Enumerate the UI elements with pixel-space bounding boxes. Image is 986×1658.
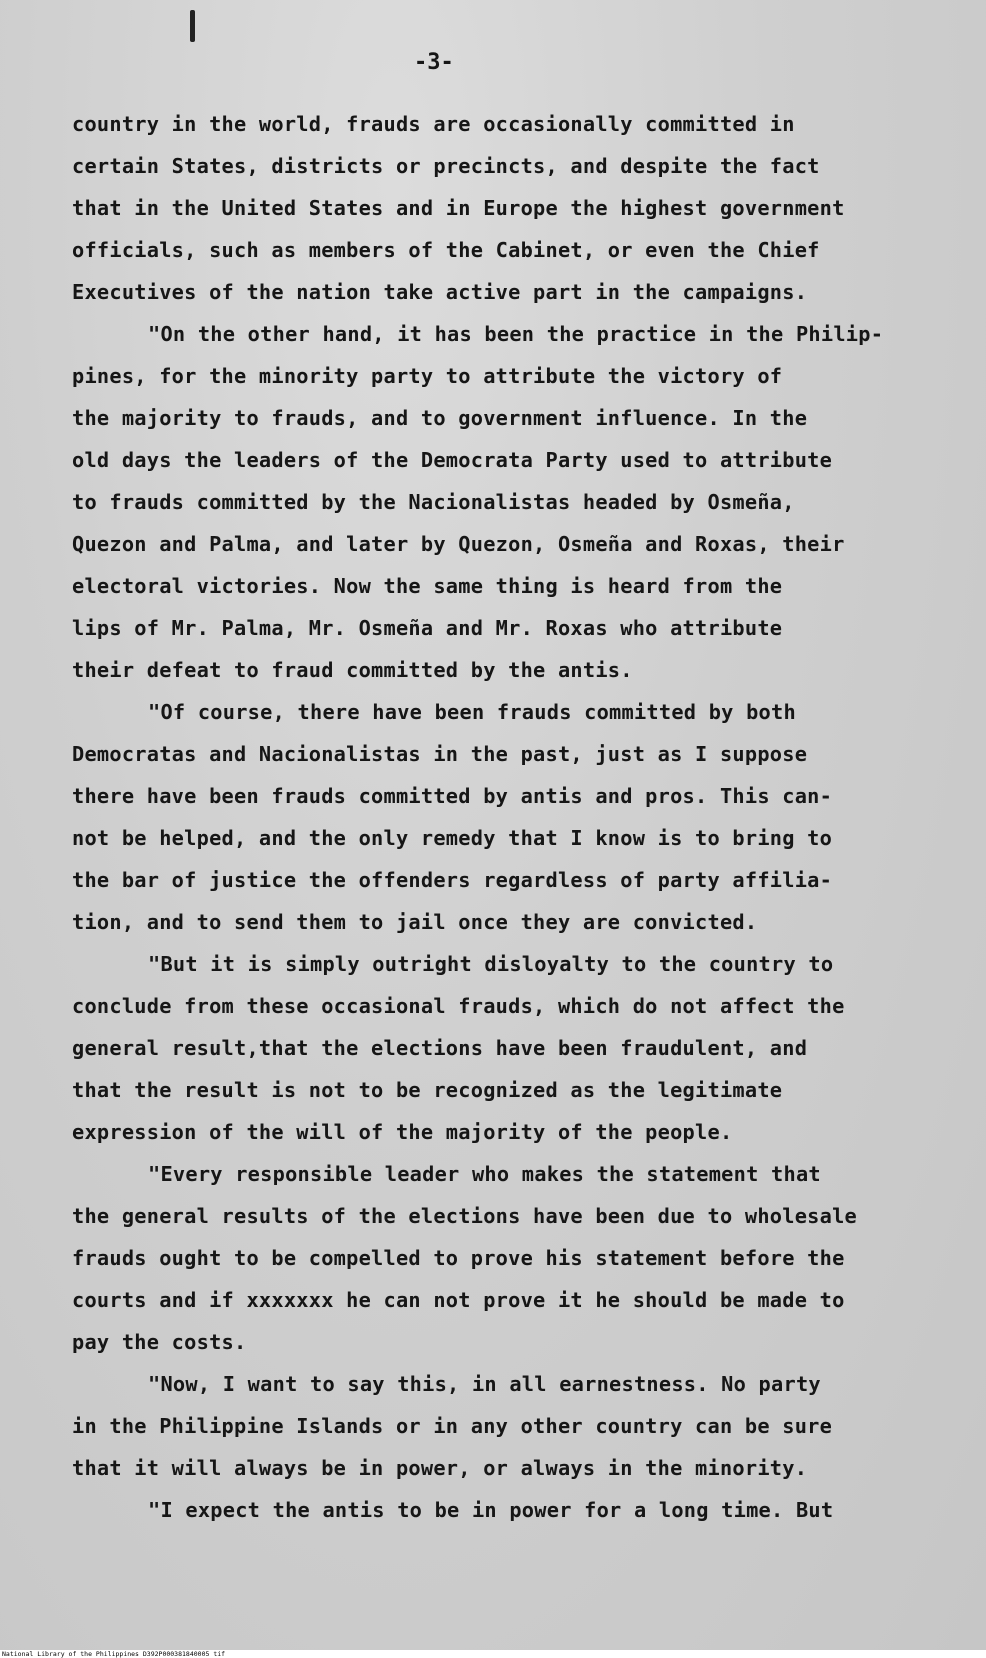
text-line: that the result is not to be recognized as the legitimate: [72, 1078, 783, 1102]
text-line: frauds ought to be compelled to prove his statement before the: [72, 1246, 845, 1270]
text-line: pay the costs.: [72, 1330, 247, 1354]
text-line: pines, for the minority party to attribute the victory of: [72, 364, 783, 388]
text-line: country in the world, frauds are occasionally committed in: [72, 112, 795, 136]
text-line: their defeat to fraud committed by the antis.: [72, 658, 633, 682]
paragraph-first-line: "Every responsible leader who makes the statement that: [148, 1162, 821, 1186]
page-number: -3-: [414, 50, 454, 75]
text-line: in the Philippine Islands or in any other country can be sure: [72, 1414, 833, 1438]
text-line: electoral victories. Now the same thing is heard from the: [72, 574, 783, 598]
paragraph-first-line: "But it is simply outright disloyalty to the country to: [148, 952, 834, 976]
text-line: there have been frauds committed by antis and pros. This can-: [72, 784, 833, 808]
text-line: Executives of the nation take active part in the campaigns.: [72, 280, 808, 304]
text-line: that it will always be in power, or always in the minority.: [72, 1456, 808, 1480]
paragraph-first-line: "On the other hand, it has been the practice in the Philip-: [148, 322, 884, 346]
text-line: courts and if xxxxxxx he can not prove it he should be made to: [72, 1288, 845, 1312]
text-line: the majority to frauds, and to government influence. In the: [72, 406, 808, 430]
text-line: tion, and to send them to jail once they are convicted.: [72, 910, 758, 934]
paragraph-first-line: "Of course, there have been frauds committed by both: [148, 700, 796, 724]
text-line: expression of the will of the majority of the people.: [72, 1120, 733, 1144]
text-line: that in the United States and in Europe the highest government: [72, 196, 845, 220]
text-line: officials, such as members of the Cabinet, or even the Chief: [72, 238, 820, 262]
footer-caption: National Library of the Philippines D392P000381840005 tif: [2, 1650, 226, 1658]
text-line: general result,that the elections have been fraudulent, and: [72, 1036, 808, 1060]
ink-mark: [190, 10, 195, 42]
text-line: not be helped, and the only remedy that I know is to bring to: [72, 826, 833, 850]
text-line: certain States, districts or precincts, and despite the fact: [72, 154, 820, 178]
text-line: the general results of the elections have been due to wholesale: [72, 1204, 858, 1228]
text-line: conclude from these occasional frauds, which do not affect the: [72, 994, 845, 1018]
footer-bar: [0, 1650, 986, 1658]
text-line: to frauds committed by the Nacionalistas headed by Osmeña,: [72, 490, 795, 514]
text-line: Quezon and Palma, and later by Quezon, Osmeña and Roxas, their: [72, 532, 845, 556]
text-line: old days the leaders of the Democrata Party used to attribute: [72, 448, 833, 472]
text-line: lips of Mr. Palma, Mr. Osmeña and Mr. Roxas who attribute: [72, 616, 783, 640]
text-line: Democratas and Nacionalistas in the past, just as I suppose: [72, 742, 808, 766]
paragraph-first-line: "Now, I want to say this, in all earnestness. No party: [148, 1372, 821, 1396]
paragraph-first-line: "I expect the antis to be in power for a long time. But: [148, 1498, 834, 1522]
text-line: the bar of justice the offenders regardless of party affilia-: [72, 868, 833, 892]
